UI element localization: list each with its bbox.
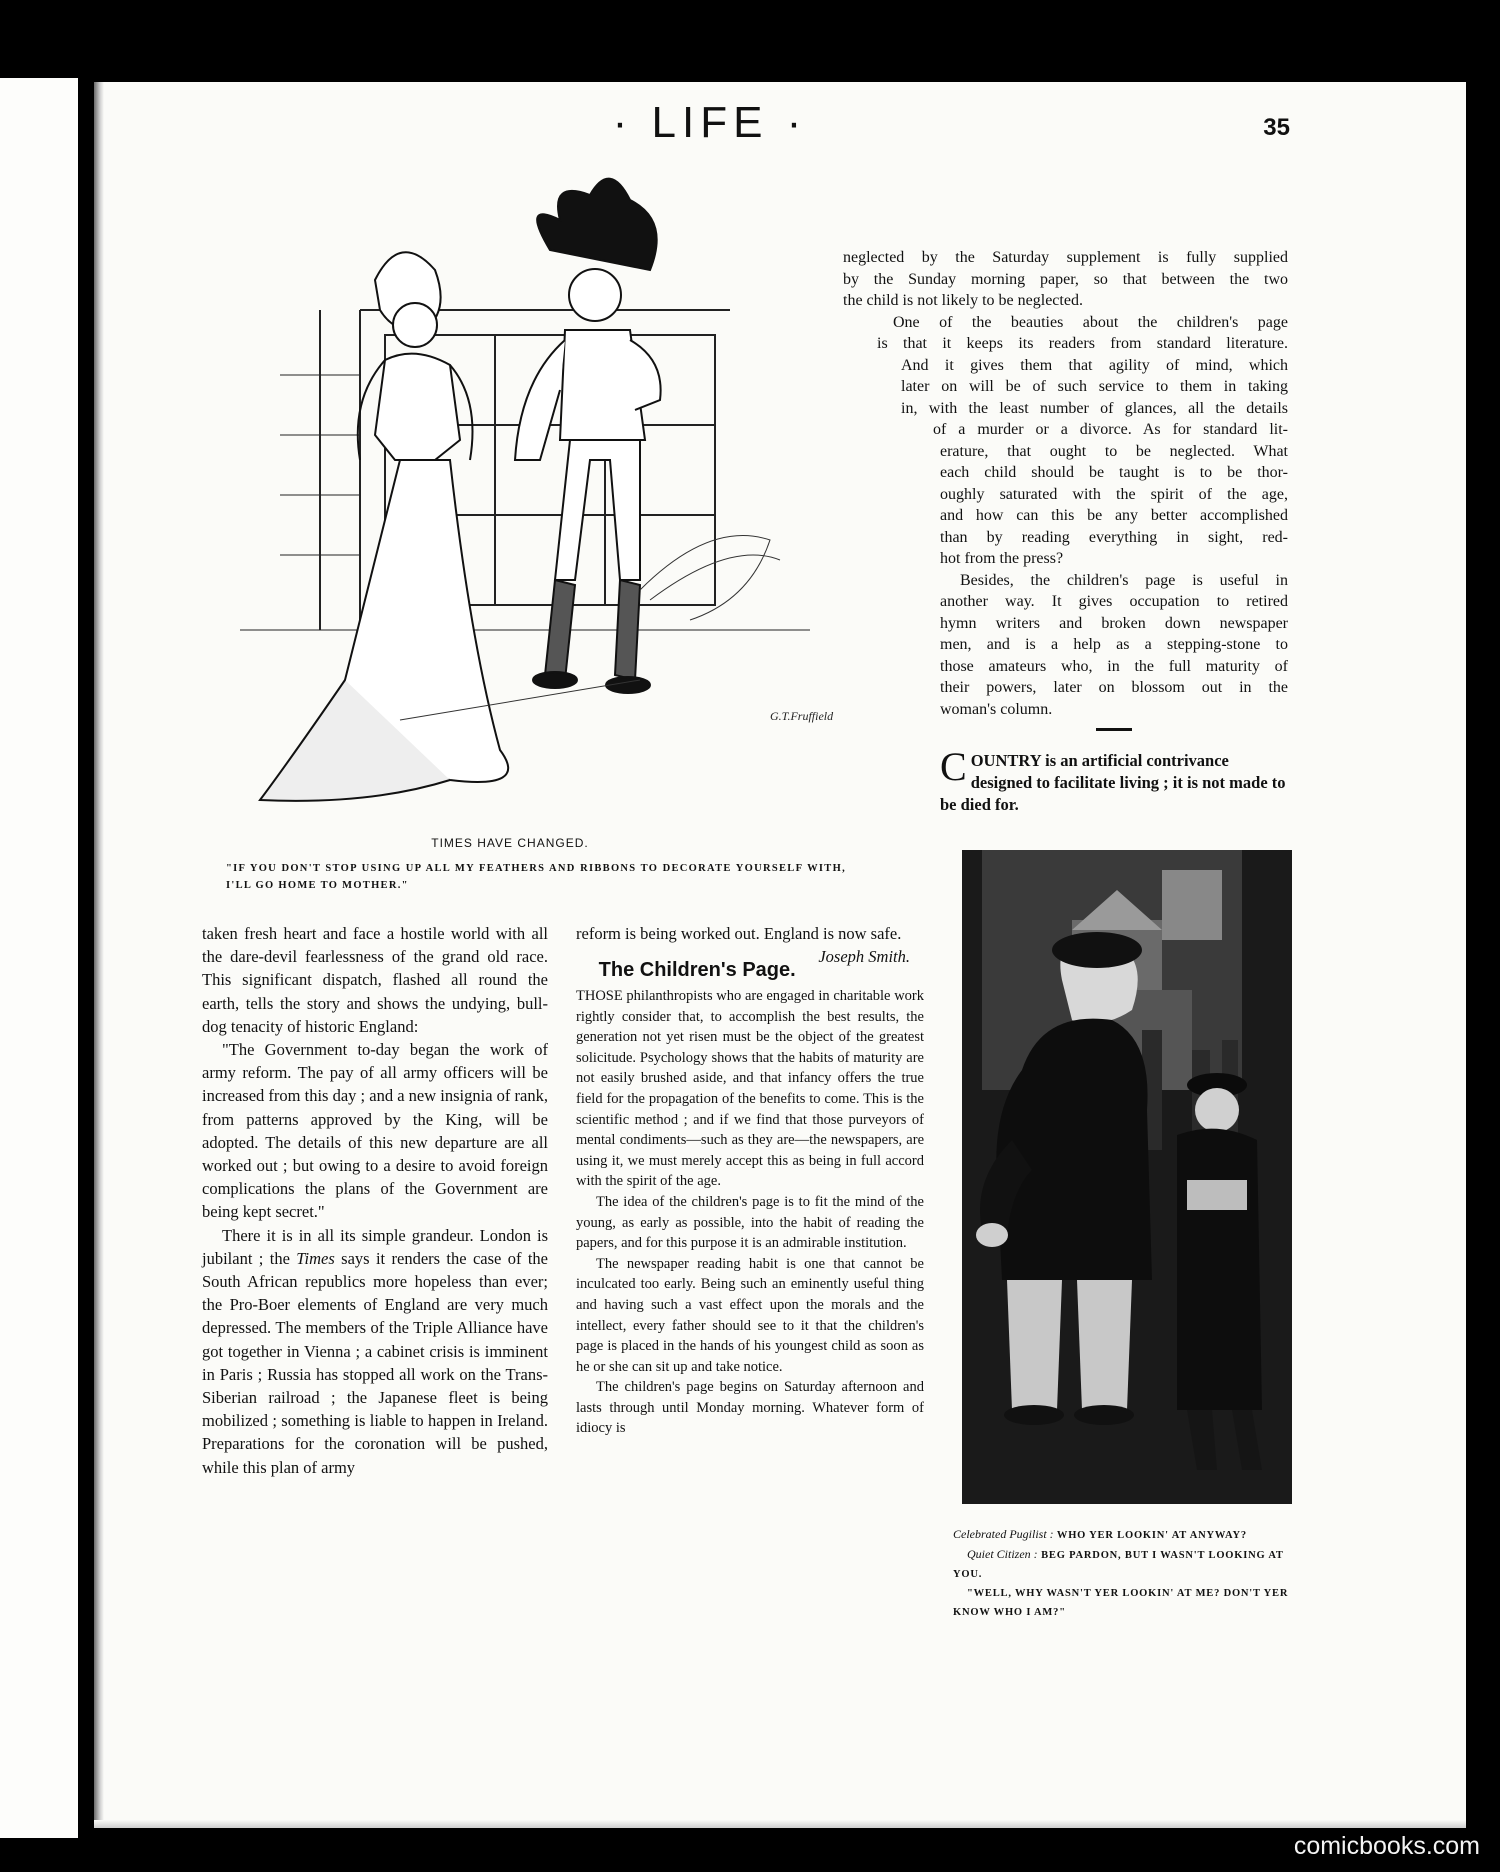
column-1 <box>202 922 548 1479</box>
right-text-line: in, with the least number of glances, all the details <box>901 399 1288 417</box>
right-text-line: hot from the press? <box>940 550 1064 567</box>
times-italic: Times <box>296 1248 335 1268</box>
left-page-edge <box>0 78 78 1838</box>
col1-p3-rest: says it renders the case of the South African republics more hopeless than ever; the Pro-Boer elements of England are very much depressed. The members of the Triple Alliance have got together in Vienna ; a cabinet crisis is imminent in Paris ; Russia has stopped all work on the Trans-Siberian railroad ; the Japanese fleet is being mobilized ; something is liable to happen in Ireland. Preparations for the coronation will be pushed, while this plan of army <box>202 1248 549 1477</box>
right-text-line: another way. It gives occupation to retired <box>940 593 1288 610</box>
pugilist-line: WHO YER LOOKIN' AT ANYWAY? <box>1056 1530 1247 1541</box>
cartoon-illustration <box>170 160 920 815</box>
page-spine-shadow <box>94 82 104 1828</box>
citizen-line: BEG PARDON, BUT I WASN'T LOOKING AT YOU. <box>953 1550 1284 1580</box>
pugilist-retort: "WELL, WHY WASN'T YER LOOKIN' AT ME? DON'T YER KNOW WHO I AM?" <box>953 1588 1289 1618</box>
col1-paragraph-3 <box>202 1224 548 1479</box>
right-top-text <box>843 247 1288 720</box>
right-text-line: One of the beauties about the children's page <box>893 313 1288 331</box>
right-text-line: later on will be of such service to them in taking <box>901 378 1288 395</box>
speaker-citizen: Quiet Citizen : <box>967 1547 1038 1561</box>
right-text-line: neglected by the Saturday supplement is fully supplied <box>843 249 1288 266</box>
right-text-line: those amateurs who, in the full maturity of <box>940 657 1288 675</box>
artist-signature: G.T.Fruffield <box>770 709 834 723</box>
cartoon-caption-quote: "IF YOU DON'T STOP USING UP ALL MY FEATHERS AND RIBBONS TO DECORATE YOURSELF WITH, I'LL GO HOME TO MOTHER." <box>226 863 846 891</box>
country-epigram <box>940 744 1290 816</box>
right-text-line: Besides, the children's page is useful in <box>960 571 1288 589</box>
column-2 <box>576 922 924 1439</box>
right-text-line: hymn writers and broken down newspaper <box>940 614 1288 632</box>
speaker-pugilist: Celebrated Pugilist : <box>953 1527 1054 1541</box>
right-text-line: by the Sunday morning paper, so that between the two <box>843 270 1288 288</box>
right-text-line: each child should be taught is to be thor- <box>940 464 1288 481</box>
page-number: 35 <box>1263 114 1290 141</box>
photo-caption <box>953 1525 1293 1622</box>
dropcap: C <box>940 744 967 789</box>
col2-paragraph: The children's page begins on Saturday afternoon and lasts through until Monday morning. Whatever form of idiocy is <box>576 1379 924 1437</box>
col1-quote: "The Government to-day began the work of army reform. The pay of all army officers will be increased from this day ; and a new insignia of rank, from patterns approved by the King, will be adopted. The details of this new departure are all worked out ; but owing to a desire to avoid foreign complications the plans of the Government are being kept secret." <box>202 1040 548 1222</box>
right-text-line: is that it keeps its readers from standard literature. <box>877 335 1288 352</box>
section-divider <box>1096 728 1132 731</box>
man-figure <box>515 179 661 693</box>
right-text-line: their powers, later on blossom out in the <box>940 679 1288 696</box>
right-text-line: the child is not likely to be neglected. <box>843 292 1083 309</box>
col2-p1: reform is being worked out. England is now safe. <box>576 924 902 943</box>
pugilist-photo-illustration <box>962 850 1292 1504</box>
col2-paragraph: The idea of the children's page is to fit the mind of the young, as early as possible, into the habit of reading the papers, and for this purpose it is an admirable institution. <box>576 1193 924 1252</box>
site-watermark: comicbooks.com <box>1293 1832 1480 1860</box>
right-text-line: and how can this be any better accomplished <box>940 507 1288 524</box>
cartoon-caption-title: TIMES HAVE CHANGED. <box>431 836 589 850</box>
right-text-line: of a murder or a divorce. As for standard lit- <box>933 421 1288 438</box>
author-signature: Joseph Smith. <box>818 947 910 966</box>
page-bottom-edge <box>94 1820 1466 1828</box>
right-text-line: And it gives them that agility of mind, which <box>901 356 1288 374</box>
col2-paragraph: THOSE philanthropists who are engaged in charitable work rightly consider that, to accomplish the best results, the generation not yet risen must be the object of the greatest solicitude. Psychology shows that the habits of maturity are not easily brushed aside, and that infancy offers the true field for the propagation of the benefits to come. This is the scientific method ; and if we find that those purveyors of mental condiments—such as they are—the newspapers, are using it, we must merely accept this as being in full accord with the spirit of the age. <box>576 988 924 1190</box>
right-text-line: oughly saturated with the spirit of the age, <box>940 485 1288 503</box>
col2-opening <box>576 922 924 966</box>
right-text-line: woman's column. <box>940 700 1053 718</box>
masthead: · LIFE · <box>612 98 808 147</box>
right-text-line: erature, that ought to be neglected. What <box>940 442 1288 460</box>
col1-p3-start: There it is in all its simple grandeur. London is jubilant ; the <box>202 1225 548 1268</box>
country-text: OUNTRY is an artificial contrivance designed to facilitate living ; it is not made to be died for. <box>940 751 1286 814</box>
col1-paragraph: taken fresh heart and face a hostile world with all the dare-devil fearlessness of the grand old race. This significant dispatch, flashed all round the earth, tells the story and shows the undying, bull-dog tenacity of historic England: <box>202 924 548 1036</box>
article-heading: The Children's Page. <box>598 959 796 981</box>
right-text-line: than by reading everything in sight, red- <box>940 528 1288 546</box>
col2-paragraph: The newspaper reading habit is one that cannot be inculcated too early. Being such an eminently useful thing and having such a vast effect upon the morals and the intellect, every father should see to it that the children's page is placed in the hands of his youngest child as soon as he or she can sit up and take notice. <box>576 1255 924 1375</box>
right-text-line: men, and is a help as a stepping-stone to <box>940 636 1288 653</box>
